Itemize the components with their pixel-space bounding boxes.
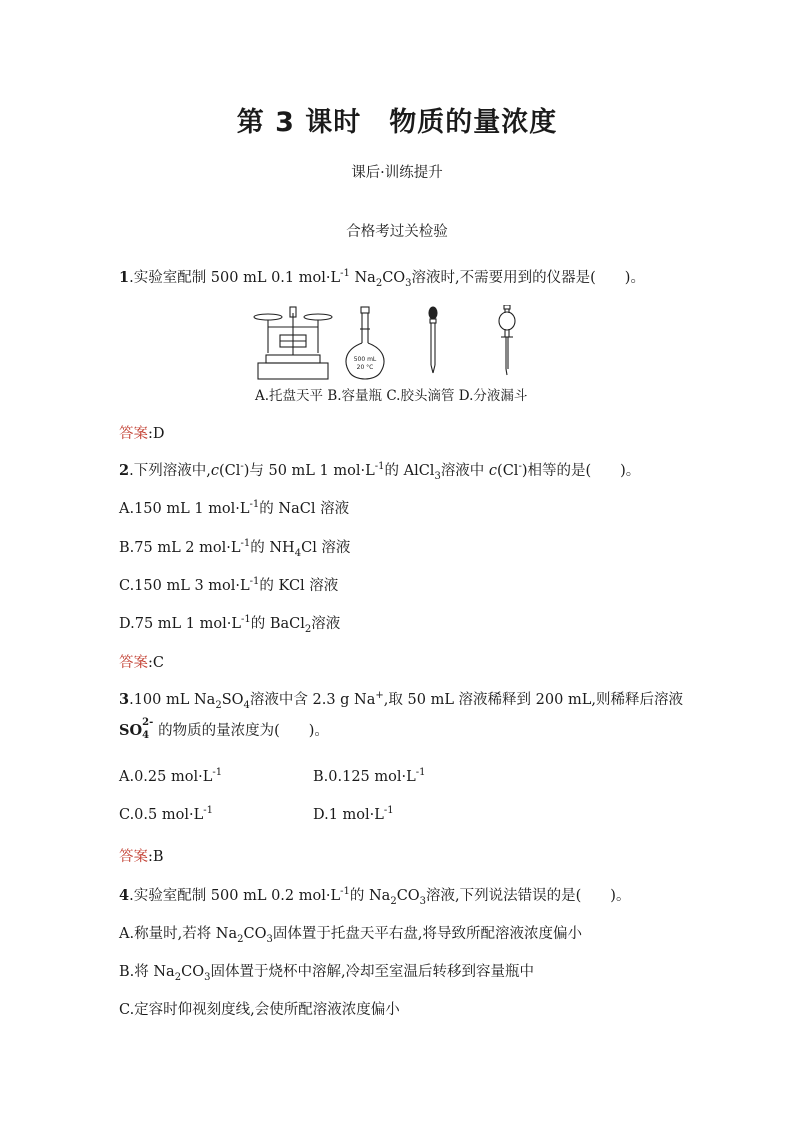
sulfate-ion: SO 2- 4	[119, 717, 154, 741]
separatory-funnel-icon	[499, 305, 515, 375]
question-3: 3.100 mL $Na_2SO_4$溶液中含 2.3 g Na+,取 50 mL 溶液稀释到 200 mL,则稀释后溶液	[119, 690, 683, 711]
option-2b: B.75 mL 2 $mol\cdot L^{-1}$的 $NH_4Cl$ 溶液	[119, 538, 351, 559]
option-4c: C.定容时仰视刻度线,会使所配溶液浓度偏小	[119, 1002, 400, 1018]
option-3d: D.1 $mol\cdot L^{-1}$	[313, 805, 394, 823]
answer-label: 答案	[119, 655, 148, 671]
lab-apparatus-figure	[250, 305, 550, 385]
option-2c: C.150 mL 3 $mol\cdot L^{-1}$的 KCl 溶液	[119, 576, 339, 594]
flask-label-temp: 20 °C	[356, 364, 374, 371]
answer-2: 答案:C	[119, 655, 164, 671]
volumetric-flask-icon	[346, 307, 384, 379]
section-heading: 合格考过关检验	[346, 224, 448, 240]
figure-caption: A.托盘天平 B.容量瓶 C.胶头滴管 D.分液漏斗	[255, 388, 528, 404]
option-2a: A.150 mL 1 $mol\cdot L^{-1}$的 NaCl 溶液	[119, 499, 350, 517]
option-2d: D.75 mL 1 $mol\cdot L^{-1}$的 BaCl$_2$溶液	[119, 614, 341, 635]
dropper-icon	[429, 307, 437, 373]
flask-label-volume: 500 mL	[353, 356, 377, 363]
question-number: 4	[119, 887, 130, 904]
question-2: 2.下列溶液中,c(Cl-)与 50 mL 1 $mol\cdot L^{-1}$的 AlCl$_3$溶液中 c(Cl-)相等的是( )。	[119, 461, 641, 482]
question-4: 4.实验室配制 500 mL 0.2 $mol\cdot L^{-1}$的 $Na_2CO_3$溶液,下列说法错误的是( )。	[119, 886, 631, 907]
question-3-line-2: SO 2- 4 的物质的量浓度为( )。	[119, 717, 329, 741]
balance-icon	[254, 307, 332, 379]
option-4a: A.称量时,若将 $Na_2CO_3$固体置于托盘天平右盘,将导致所配溶液浓度偏小	[119, 926, 582, 945]
question-number: 2	[119, 462, 130, 479]
answer-label: 答案	[119, 849, 148, 865]
question-1: 1.实验室配制 500 mL 0.1 $mol\cdot L^{-1}$ $Na_2CO_3$溶液时,不需要用到的仪器是( )。	[119, 268, 645, 289]
option-4b: B.将 $Na_2CO_3$固体置于烧杯中溶解,冷却至室温后转移到容量瓶中	[119, 964, 535, 983]
option-3b: B.0.125 $mol\cdot L^{-1}$	[313, 767, 426, 785]
option-3c: C.0.5 $mol\cdot L^{-1}$	[119, 805, 213, 823]
page-title: 第 3 课时 物质的量浓度	[236, 107, 558, 138]
answer-label: 答案	[119, 426, 148, 442]
question-number: 1	[119, 269, 130, 286]
answer-1: 答案:D	[119, 426, 165, 442]
option-3a: A.0.25 $mol\cdot L^{-1}$	[119, 767, 223, 785]
question-number: 3	[119, 691, 130, 708]
answer-3: 答案:B	[119, 849, 164, 865]
page-subtitle: 课后·训练提升	[351, 165, 443, 181]
